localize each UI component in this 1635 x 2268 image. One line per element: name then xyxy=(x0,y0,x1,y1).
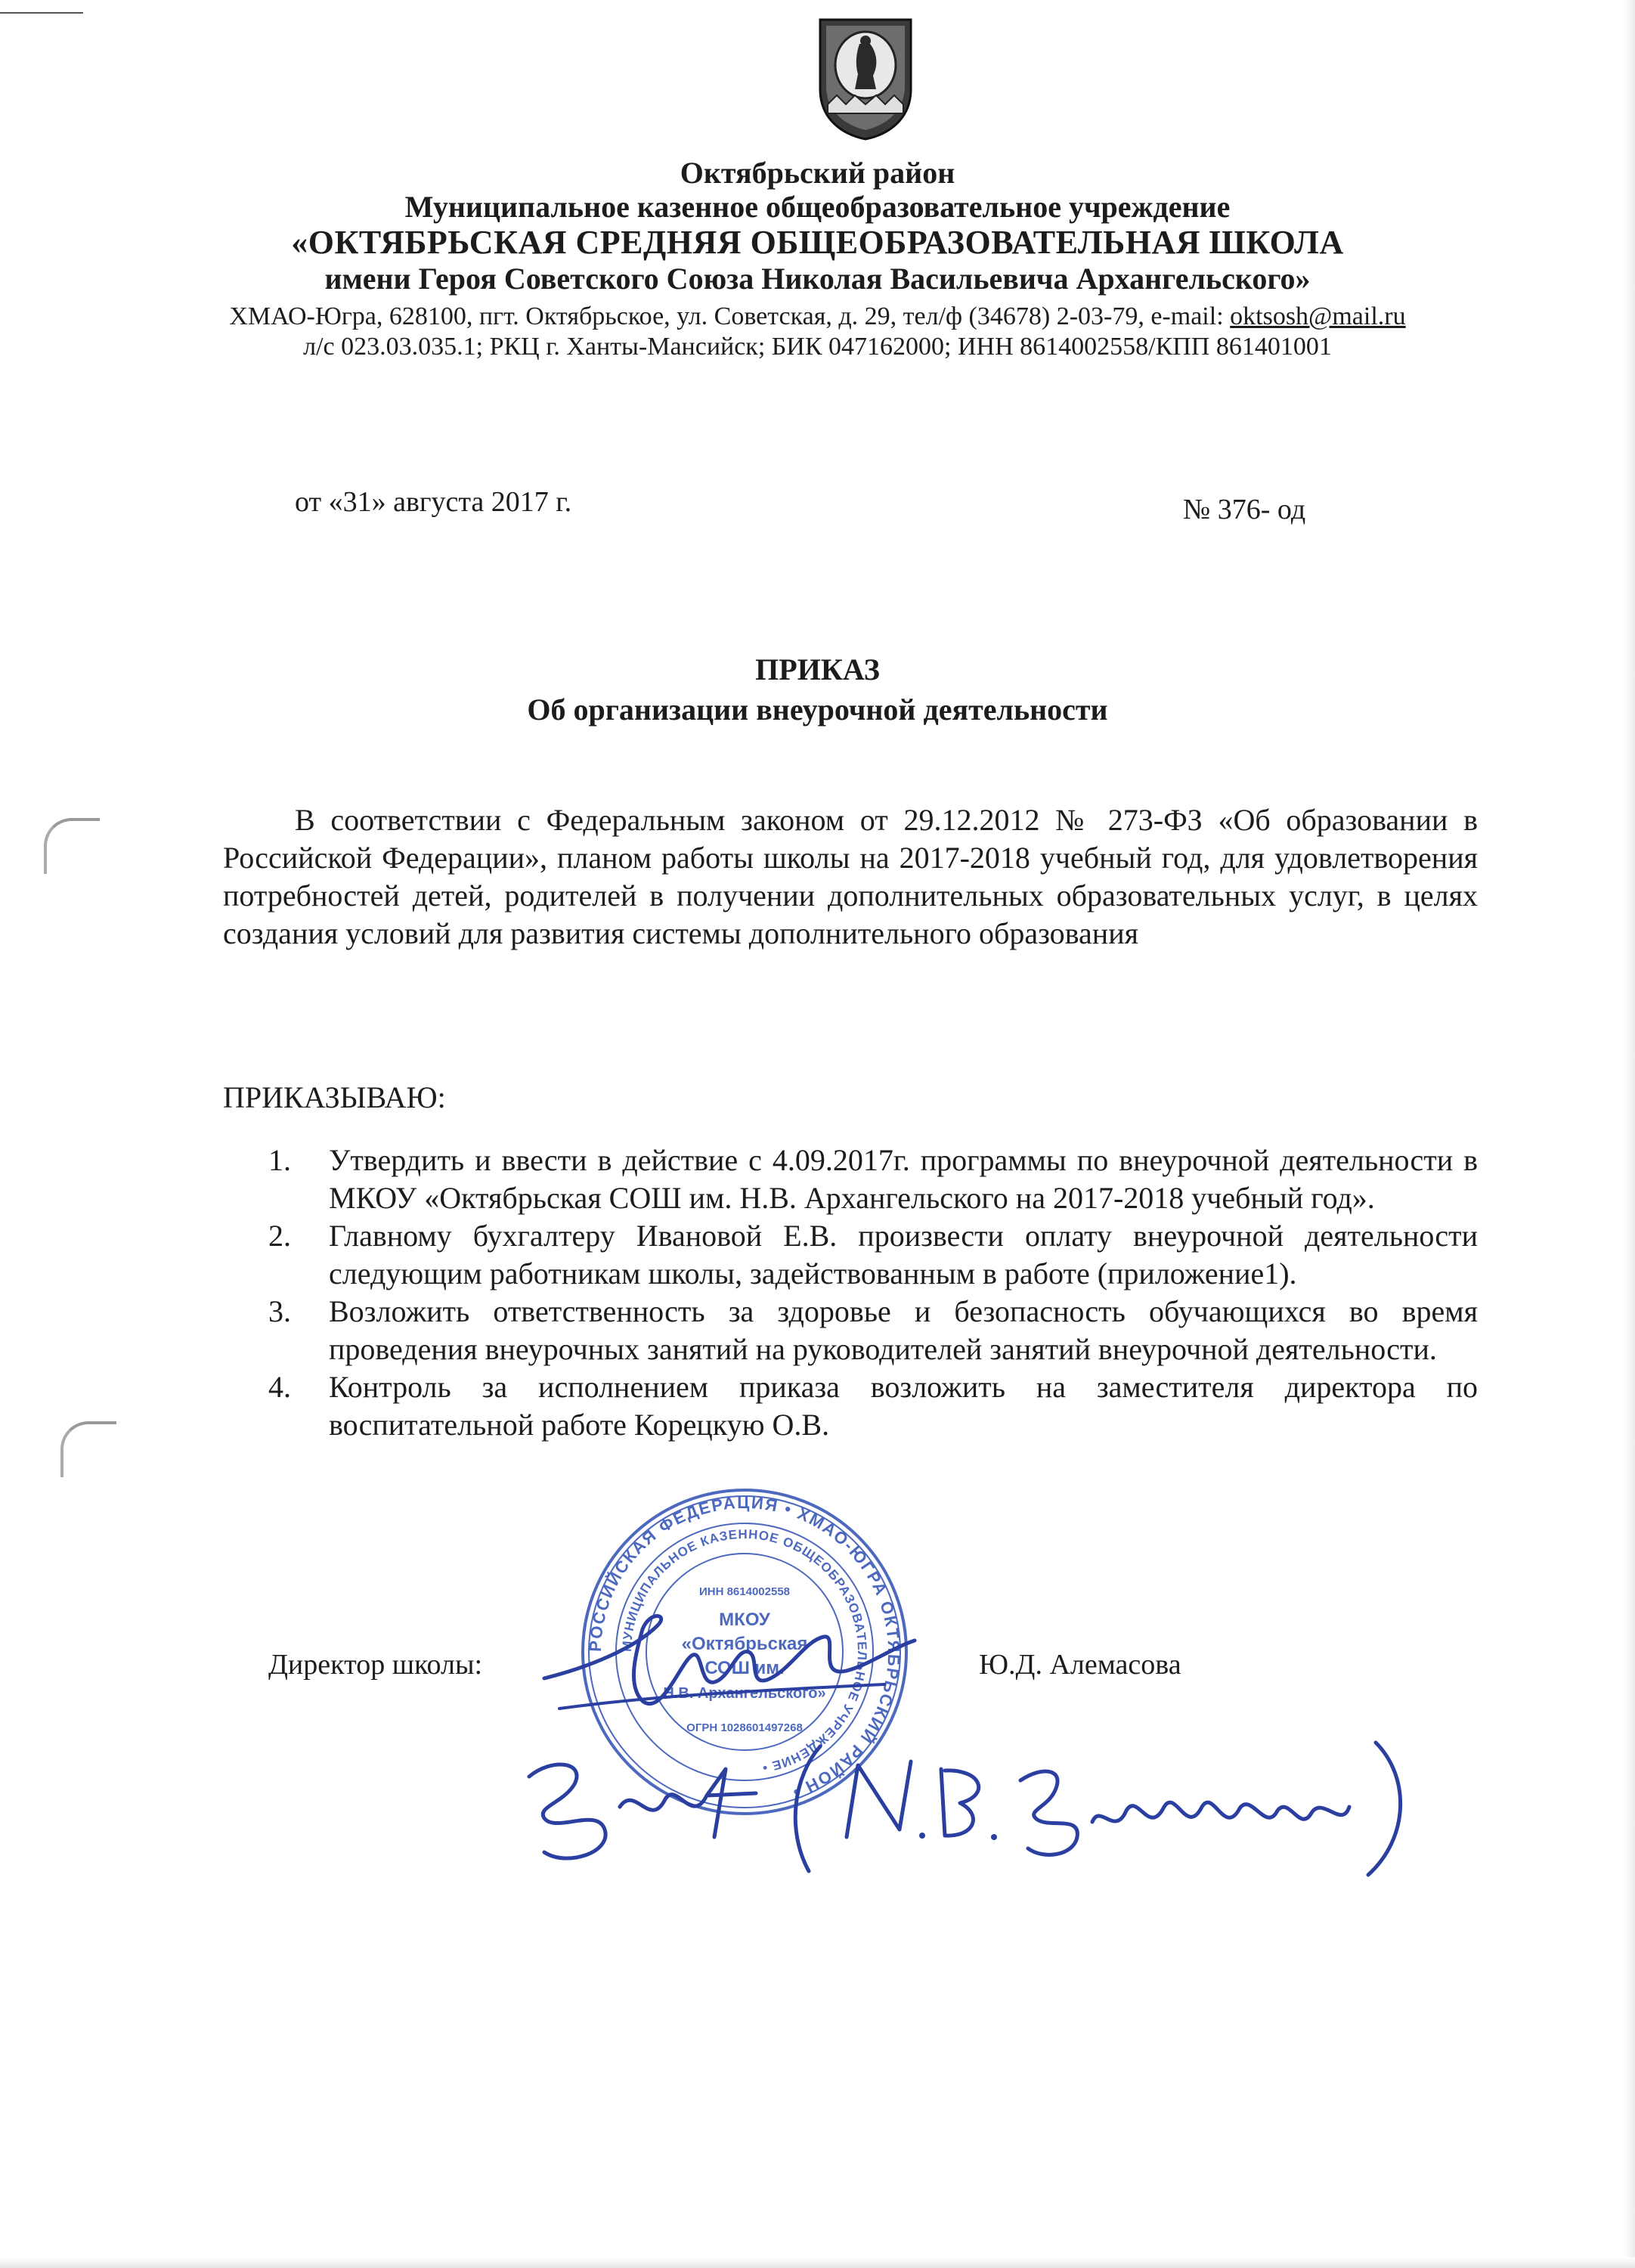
institution-type: Муниципальное казенное общеобразовательное учреждение xyxy=(404,190,1231,224)
order-item xyxy=(268,1217,1478,1293)
stamp-center-line-3: СОШ им. xyxy=(704,1658,785,1678)
punch-hole-top xyxy=(44,818,100,874)
stamp-center-line-2: «Октябрьская xyxy=(681,1634,808,1654)
email-link[interactable]: oktsosh@mail.ru xyxy=(1230,302,1406,330)
order-item-number: 1. xyxy=(268,1143,291,1177)
order-number: № 376- од xyxy=(1183,494,1306,525)
order-item-number: 3. xyxy=(268,1294,291,1328)
stamp-inn: ИНН 8614002558 xyxy=(698,1585,791,1598)
order-item xyxy=(268,1142,1478,1217)
stamp-outer-ring-text: РОССИЙСКАЯ ФЕДЕРАЦИЯ • ХМАО-ЮГРА ОКТЯБРЬСКИЙ РАЙОН • xyxy=(585,1492,904,1802)
order-item-text: Контроль за исполнением приказа возложить на заместителя директора по воспитательной работе Корецкую О.В. xyxy=(329,1370,1478,1442)
order-date: от «31» августа 2017 г. xyxy=(295,486,572,518)
order-preamble: В соответствии с Федеральным законом от 29.12.2012 № 273-ФЗ «Об образовании в Российской Федерации», планом работы школы на 2017-2018 учебный год, для удовлетворения потребностей детей, родителей в получении дополнительных образовательных услуг, в целях создания условий для развития системы дополнительного образования xyxy=(223,803,1478,950)
order-item xyxy=(268,1368,1478,1444)
order-item-text: Главному бухгалтеру Ивановой Е.В. произвести оплату внеурочной деятельности следующим работникам школы, задействованным в работе (приложение1). xyxy=(329,1219,1478,1290)
school-honorary-name: имени Героя Советского Союза Николая Васильевича Архангельского» xyxy=(324,262,1311,296)
school-name: «ОКТЯБРЬСКАЯ СРЕДНЯЯ ОБЩЕОБРАЗОВАТЕЛЬНАЯ ШКОЛА xyxy=(291,224,1344,261)
school-address xyxy=(0,302,1635,331)
coat-of-arms-icon xyxy=(813,14,918,142)
address-text: ХМАО-Югра, 628100, пгт. Октябрьское, ул. Советская, д. 29, тел/ф (34678) 2-03-79, e-mail: xyxy=(229,302,1231,330)
order-item-text: Возложить ответственность за здоровье и безопасность обучающихся во время проведения внеурочных занятий на руководителей занятий внеурочной деятельности. xyxy=(329,1294,1478,1366)
orders-heading: ПРИКАЗЫВАЮ: xyxy=(223,1080,446,1114)
order-item-number: 4. xyxy=(268,1370,291,1404)
order-items-list xyxy=(268,1142,1478,1444)
stamp-ogrn: ОГРН 1028601497268 xyxy=(686,1721,803,1734)
scan-mark xyxy=(0,12,83,14)
bank-details: л/с 023.03.035.1; РКЦ г. Ханты-Мансийск; БИК 047162000; ИНН 8614002558/КПП 861401001 xyxy=(303,333,1332,361)
stamp-center-line-4: Н.В. Архангельского» xyxy=(663,1685,826,1702)
order-title: ПРИКАЗ xyxy=(755,652,880,686)
order-item-text: Утвердить и ввести в действие с 4.09.2017г. программы по внеурочной деятельности в МКОУ «Октябрьская СОШ им. Н.В. Архангельского на 2017-2018 учебный год». xyxy=(329,1143,1478,1215)
acknowledgement-handwriting xyxy=(522,1724,1414,1882)
director-name: Ю.Д. Алемасова xyxy=(979,1649,1181,1681)
scan-edge-bottom xyxy=(0,2257,1635,2268)
stamp-inner-ring-text: МУНИЦИПАЛЬНОЕ КАЗЕННОЕ ОБЩЕОБРАЗОВАТЕЛЬНОЕ УЧРЕЖДЕНИЕ • xyxy=(619,1526,870,1776)
stamp-center-line-1: МКОУ xyxy=(719,1610,770,1630)
director-label: Директор школы: xyxy=(268,1649,483,1681)
order-item xyxy=(268,1293,1478,1368)
order-subtitle: Об организации внеурочной деятельности xyxy=(527,692,1108,727)
district-name: Октябрьский район xyxy=(680,156,955,190)
order-item-number: 2. xyxy=(268,1219,291,1253)
punch-hole-bottom xyxy=(60,1421,116,1477)
